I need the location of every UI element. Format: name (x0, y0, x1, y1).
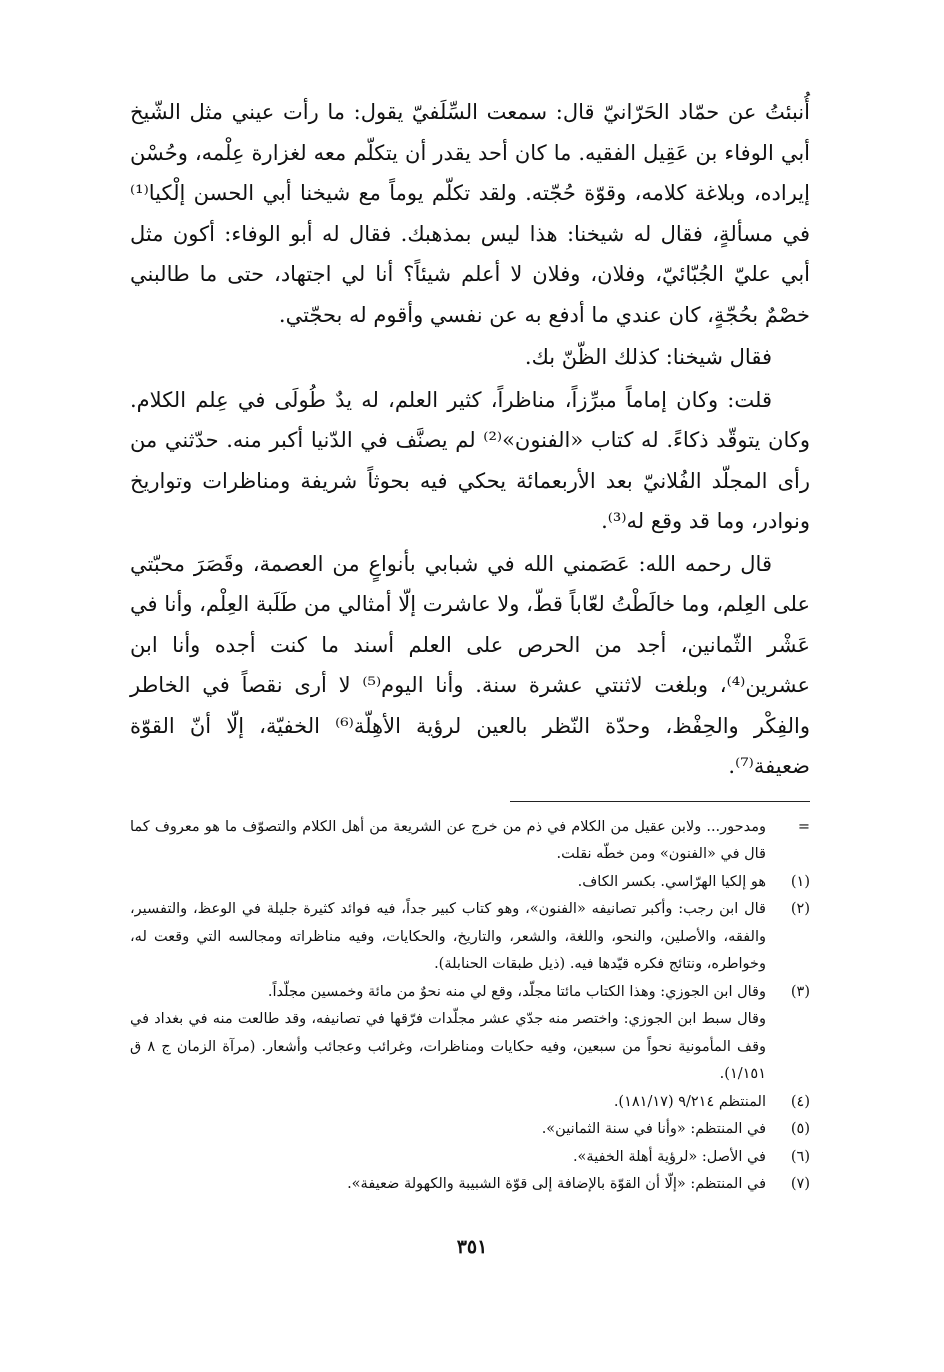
paragraph: فقال شيخنا: كذلك الظّنّ بك. (524, 345, 772, 369)
footnote (130, 1116, 810, 1144)
footnote-number: (٢) (790, 901, 810, 917)
footnotes (130, 814, 810, 1199)
footnote-number: (١) (790, 873, 810, 890)
main-text (130, 92, 810, 787)
footnote (130, 1171, 810, 1199)
paragraph: أُنبئتُ عن حمّاد الحَرّانيّ قال: سمعت السِّلَفيّ يقول: ما رأت عيني مثل الشّيخ أبي الوفاء بن عَقِيل الفقيه. ما كان أحد يقدر أن يتكلّم معه لغزارة عِلْمه، وحُسْن إيراده، وبلاغة كلامه، وقوّة حُجّته. ولقد تكلّم يوماً مع شيخنا أبي الحسن إلْكيا⁽¹⁾ في مسألةٍ، فقال له شيخنا: هذا ليس بمذهبك. فقال له أبو الوفاء: أكون مثل أبي عليّ الجُبّائيّ، وفلان، وفلان لا أعلم شيئاً؟ أنا لي اجتهاد، حتى ما طالبني خصْمٌ بحُجّةٍ، كان عندي ما أدفع به عن نفسي وأقوم له بحجّتي. (130, 100, 810, 327)
footnote-number: (٣) (790, 983, 810, 1000)
paragraph: قال رحمه الله: عَصَمني الله في شبابي بأنواعٍ من العصمة، وقَصَرَ محبّتي على العِلم، وما خالَطْتُ لعّاباً قطّ، ولا عاشرت إلّا أمثالي من طَلَبة العِلْم، وأنا في عَشْر الثّمانين، أجد من الحرص على العلم أسند ما كنت أجده وأنا ابن عشرين⁽⁴⁾، وبلغت لاثنتي عشرة سنة. وأنا اليوم⁽⁵⁾ لا أرى نقصاً في الخاطر والفِكْر والحِفْظ، وحدّة النّظر بالعين لرؤية الأهِلّة⁽⁶⁾ الخفيّة، إلّا أنّ القوّة ضعيفة⁽⁷⁾. (130, 551, 811, 778)
footnote (130, 1089, 810, 1117)
footnote-text: هو إلكيا الهرّاسي. بكسر الكاف. (577, 873, 766, 890)
page-number: ٣٥١ (456, 1236, 488, 1258)
page (130, 92, 810, 1199)
footnote (130, 896, 810, 979)
footnote-number: = (797, 818, 810, 835)
footnote (130, 869, 810, 897)
footnote-number: (٥) (790, 1121, 810, 1137)
footnote-text: وقال سبط ابن الجوزي: واختصر منه جدّي عشر مجلّدات فرّقها في تصانيفه، وقد طالعت منه في بغداد في وقف المأمونية نحواً من سبعين، وفيه حكايات ومناظرات، وغرائب وعجائب وأشعار. (مرآة الزمان ج ٨ ق ١/١٥١). (130, 1011, 766, 1082)
footnote-text: وقال ابن الجوزي: وهذا الكتاب مائتا مجلّد، وقع لي منه نحوٌ من مائة وخمسين مجلّداً. (267, 983, 766, 1000)
footnote (130, 814, 810, 869)
footnote-text: قال ابن رجب: وأكبر تصانيفه «الفنون»، وهو كتاب كبير جداً، فيه فوائد كثيرة جليلة في الوعظ، والتفسير، والفقه، والأصلين، والنحو، واللغة، والشعر، والتاريخ، والحكايات، وفيه مناظراته ومجالسه التي وقعت له، وخواطره، ونتائج فكره قيّدها فيه. (ذيل طبقات الحنابلة). (130, 901, 766, 972)
footnote-text: في المنتظم: «إلّا أن القوّة بالإضافة إلى قوّة الشبيبة والكهولة ضعيفة». (347, 1176, 766, 1192)
footnote-number: (٤) (790, 1093, 810, 1110)
footnote-separator (510, 801, 810, 802)
paragraph: قلت: وكان إماماً مبرِّزاً، مناظراً، كثير العلم، له يدٌ طُولَى في عِلم الكلام. وكان يتوقّد ذكاءً. له كتاب «الفنون»⁽²⁾ لم يصنَّف في الدّنيا أكبر منه. حدّثني من رأى المجلّد الفُلانيّ بعد الأربعمائة يحكي فيه بحوثاً شريفة ومناظرات وتواريخ ونوادر، وما قد وقع له⁽³⁾. (130, 387, 810, 533)
footnote (130, 979, 810, 1089)
footnote-number: (٦) (790, 1148, 810, 1165)
footnote (130, 1144, 810, 1172)
footnote-number: (٧) (790, 1176, 810, 1192)
footnote-text: المنتظم ٩/٢١٤ (١٨١/١٧). (613, 1093, 766, 1110)
footnote-text: في المنتظم: «وأنا في سنة الثمانين». (541, 1121, 766, 1137)
footnote-text: ومدحور... ولابن عقيل من الكلام في ذم من خرج عن الشريعة من أهل الكلام والتصوّف ما هو معروف كما قال في «الفنون» ومن خطّه نقلت. (130, 818, 766, 862)
footnote-text: في الأصل: «لرؤية أهلة الخفية». (572, 1148, 766, 1165)
